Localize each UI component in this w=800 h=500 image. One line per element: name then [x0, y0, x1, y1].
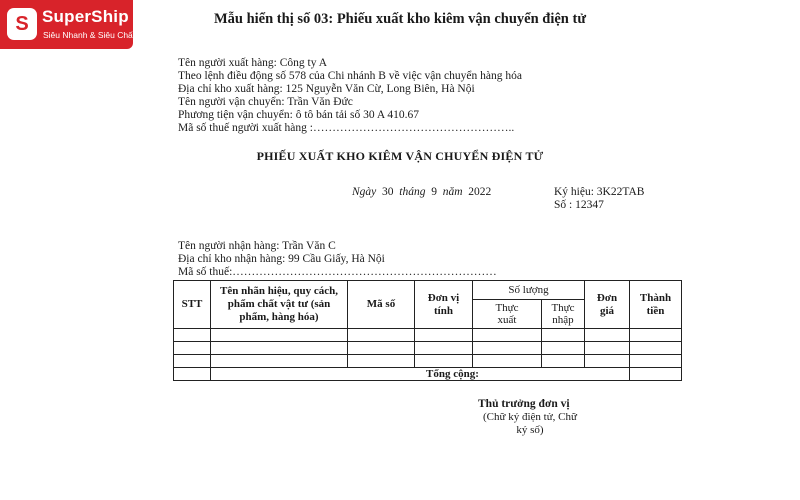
- header-amount: Thành tiền: [630, 281, 682, 329]
- table-row: [174, 329, 682, 342]
- logo-tagline: Siêu Nhanh & Siêu Chất: [43, 30, 136, 40]
- header-item-name: Tên nhãn hiệu, quy cách, phẩm chất vật tư (sản phẩm, hàng hóa): [211, 281, 348, 329]
- sender-name: Tên người xuất hàng: Công ty A: [178, 57, 328, 69]
- goods-table: [173, 280, 682, 381]
- carrier-name: Tên người vận chuyển: Trần Văn Đức: [178, 96, 353, 108]
- header-stt: STT: [174, 281, 211, 329]
- header-code: Mã số: [348, 281, 415, 329]
- signature-title: Thủ trưởng đơn vị: [478, 398, 570, 410]
- table-row: [174, 355, 682, 368]
- logo-mark-icon: S: [7, 8, 37, 40]
- receiver-warehouse-address: Địa chỉ kho nhận hàng: 99 Cầu Giấy, Hà Nội: [178, 253, 385, 265]
- header-actual-out: Thực xuất: [473, 300, 542, 329]
- form-symbol: Ký hiệu: 3K22TAB: [554, 186, 645, 198]
- dispatch-order: Theo lệnh điều động số 578 của Chi nhánh B về việc vận chuyển hàng hóa: [178, 70, 522, 82]
- document-title: Mẫu hiển thị số 03: Phiếu xuất kho kiêm vận chuyển điện tử: [213, 11, 587, 27]
- total-row: [174, 368, 682, 381]
- receiver-name: Tên người nhận hàng: Trần Văn C: [178, 240, 336, 252]
- form-title: PHIẾU XUẤT KHO KIÊM VẬN CHUYỂN ĐIỆN TỬ: [256, 149, 544, 163]
- header-actual-in: Thực nhập: [542, 300, 585, 329]
- table-row: [174, 342, 682, 355]
- form-number: Số : 12347: [554, 199, 604, 211]
- header-unit: Đơn vị tính: [415, 281, 473, 329]
- signature-note: (Chữ ký điện tử, Chữ ký số): [483, 411, 577, 436]
- vehicle: Phương tiện vận chuyển: ô tô bán tải số 30 A 410.67: [178, 109, 420, 121]
- sender-tax-code: Mã số thuế người xuất hàng :……………………………………………..: [178, 122, 515, 134]
- sender-warehouse-address: Địa chỉ kho xuất hàng: 125 Nguyễn Văn Cừ, Long Biên, Hà Nội: [178, 83, 475, 95]
- header-unit-price: Đơn giá: [585, 281, 630, 329]
- form-date: Ngày 30 tháng 9 năm 2022: [352, 186, 492, 198]
- logo-name: SuperShip: [42, 7, 129, 26]
- total-label: Tổng cộng:: [211, 368, 630, 381]
- header-quantity: Số lượng: [473, 281, 585, 300]
- receiver-tax-code: Mã số thuế:……………………………………………………………: [178, 266, 497, 278]
